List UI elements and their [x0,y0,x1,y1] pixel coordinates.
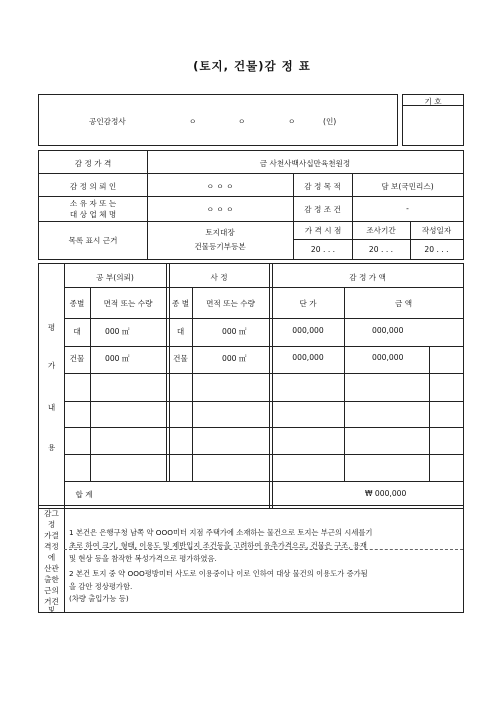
row2-kind: 건물 [69,354,85,363]
survey-period-value: 20 . . . [368,245,394,254]
actual-header: 사 정 [210,273,228,282]
remarks-side-2: 정 [47,520,56,529]
appraiser-circle-1: ㅇ [189,117,197,126]
seal-mark: (인) [323,117,337,126]
amount-header: 금 액 [394,299,413,308]
remarks-line-5: 을 감안 정상평가함. [69,582,133,591]
amount-subdivider [429,346,430,481]
price-time-value: 20 . . . [310,245,336,254]
eval-side-char-4: 용 [47,443,56,452]
basis-value-line2: 건물등기부등본 [194,242,246,251]
eval-side-char-3: 내 [47,403,56,412]
remarks-side-6: 산관 [44,564,59,573]
owner-label-line1: 소 유 자 또 는 [69,199,117,208]
remarks-box [38,505,464,613]
kind2-header: 종 별 [171,299,190,308]
evaluation-table [38,263,464,509]
remarks-line-3: 및 현상 등을 참작한 복성가격으로 평가하였음. [69,554,217,563]
document-title: (토지, 건물)감 정 표 [193,59,311,73]
total-value: ₩ 000,000 [365,489,407,498]
row2-area2: 000 ㎡ [222,354,247,363]
remarks-line-6: (차량 출입가능 등) [69,594,129,603]
owner-value: ㅇ ㅇ ㅇ [206,205,234,214]
written-date-header: 작성일자 [421,226,452,235]
survey-period-header: 조사기간 [366,226,396,235]
row1-area: 000 ㎡ [105,327,130,336]
remarks-side-4: 격정 [44,542,59,551]
written-date-value: 20 . . . [424,245,449,254]
unit-price-header: 단 가 [299,299,317,308]
price-label: 감 정 가 격 [74,159,112,168]
row2-area: 000 ㎡ [105,354,130,363]
value-header: 감 정 가 액 [349,273,386,282]
remarks-line-2: 초로 하여 크기, 형태, 이용도 및 제반입지 조건등을 고려하여 유추가격으로, 건물은 구조, 용재 [69,541,367,550]
eval-side-char-1: 평 [47,323,56,332]
remarks-side-5: 에 [47,553,56,562]
area2-header: 면적 또는 수량 [206,299,255,308]
remarks-side-7: 출한 [44,575,59,584]
row1-unit-price: 000,000 [292,326,324,335]
basis-value-line1: 토지대장 [205,228,235,237]
date-header-divider [294,239,463,240]
owner-label-line2: 대 상 업 체 명 [69,210,117,219]
row1-amount: 000,000 [372,326,404,335]
info-table [38,150,464,260]
client-value: ㅇ ㅇ ㅇ [206,182,234,191]
remarks-line-1: 1 본건은 은행구청 남쪽 약 OOO미터 지점 주택가에 소재하는 물건으로 토지는 부근의 시세를기 [69,528,373,537]
remarks-side-9: 거견 [44,597,59,606]
row1-kind: 대 [73,327,81,336]
price-value: 금 사천사백사십만육천원정 [259,159,351,168]
purpose-value: 담 보(국민리스) [381,182,434,191]
reference-box [402,94,464,146]
area-header: 면적 또는 수량 [103,299,153,308]
row2-kind2: 건물 [173,354,188,363]
kind-header: 종별 [69,299,85,308]
condition-label: 감 정 조 건 [304,205,341,214]
appraiser-label: 공인감정사 [89,117,126,126]
appraiser-circle-3: ㅇ [288,117,296,126]
total-label: 합 계 [75,490,93,499]
remarks-side-1: 감그 [44,509,59,518]
eval-side-char-2: 가 [47,361,56,370]
row1-area2: 000 ㎡ [222,327,247,336]
purpose-label: 감 정 목 적 [304,182,341,191]
appraiser-circle-2: ㅇ [238,117,246,126]
price-time-header: 가 격 시 점 [304,226,342,235]
remarks-side-8: 근의 [44,586,59,595]
public-record-header: 공 부(의뢰) [96,273,134,282]
appraiser-box [38,94,398,146]
basis-label: 목록 표시 근거 [68,236,118,245]
row2-amount: 000,000 [372,353,404,362]
row2-unit-price: 000,000 [292,353,324,362]
reference-label: 기 호 [424,97,442,106]
row1-kind2: 대 [176,327,185,336]
remarks-line-4: 2 본건 토지 중 약 OOO평방미터 사도로 이용중이나 이로 인하여 대상 물건의 이용도가 증가됨 [69,569,368,578]
remarks-side-3: 가결 [44,531,59,540]
remarks-side-10: 및 [48,606,55,614]
condition-value: - [406,204,409,213]
client-label: 감 정 의 뢰 인 [69,182,117,191]
